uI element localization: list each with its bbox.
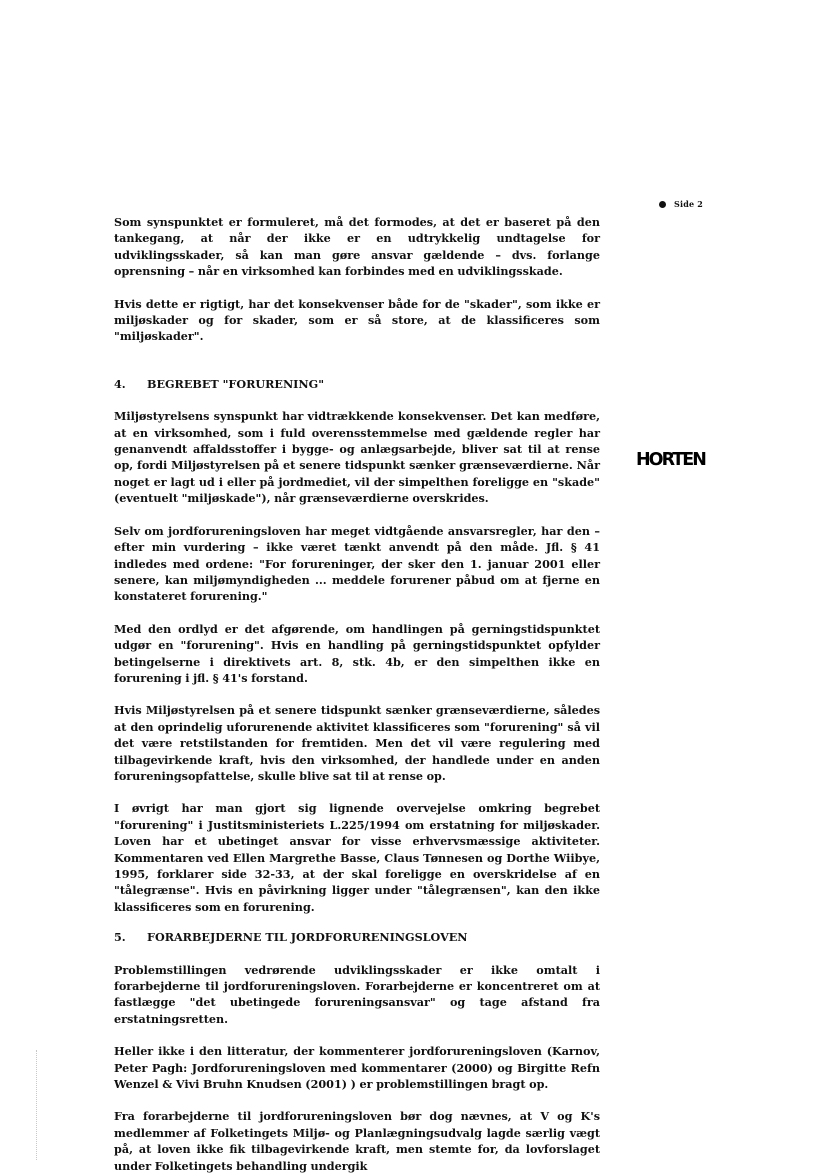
bullet-dot-icon (659, 201, 666, 208)
section-number: 4. (114, 376, 126, 391)
paragraph: Fra forarbejderne til jordforureningsloven bør dog nævnes, at V og K's medlemmer af Folketingets Miljø- og Planlægningsudvalg lagde særlig vægt på, at loven ikke fik tilbagevirkende kraft, men stemte for, da lovforslaget under Folketingets behandling undergik (114, 1109, 600, 1173)
section-heading-4 (114, 376, 600, 392)
paragraph: Hvis dette er rigtigt, har det konsekvenser både for de "skader", som ikke er miljøskader og for skader, som er så store, at de klassificeres som "miljøskader". (114, 296, 600, 344)
paragraph: Problemstillingen vedrørende udviklingsskader er ikke omtalt i forarbejderne til jordforureningsloven. Forarbejderne er koncentreret om at fastlægge "det ubetingede forureningsansvar" og tage afstand fra erstatningsretten. (114, 962, 600, 1026)
paragraph: Hvis Miljøstyrelsen på et senere tidspunkt sænker grænseværdierne, således at den oprindelig uforurenende aktivitet klassificeres som "forurening" så vil det være retstilstanden for fremtiden. Men det vil være regulering med tilbagevirkende kraft, hvis den virksomhed, der handlede under en anden forureningsopfattelse, skulle blive sat til at rense op. (114, 703, 600, 783)
section-heading-5 (114, 929, 600, 945)
paragraph: Miljøstyrelsens synspunkt har vidtrækkende konsekvenser. Det kan medføre, at en virksomhed, som i fuld overensstemmelse med gældende regler har genanvendt affaldsstoffer i bygge- og anlægsarbejde, bliver sat til at rense op, fordi Miljøstyrelsen på et senere tidspunkt sænker grænseværdierne. Når noget er lagt ud i eller på jordmediet, vil der simpelthen foreligge en "skade" (eventuelt "miljøskade"), når grænseværdierne overskrides. (114, 409, 600, 506)
paragraph: Heller ikke i den litteratur, der kommenterer jordforureningsloven (Karnov, Peter Pagh: Jordforureningsloven med kommentarer (2000) og Birgitte Refn Wenzel & Vivi Bruhn Knudsen (2001) ) er problemstillingen bragt op. (114, 1044, 600, 1092)
paragraph: Med den ordlyd er det afgørende, om handlingen på gerningstidspunktet udgør en "forurening". Hvis en handling på gerningstidspunktet opfylder betingelserne i direktivets art. 8, stk. 4b, er den simpelthen ikke en forurening i jfl. § 41's forstand. (114, 621, 600, 685)
scan-margin-dots (36, 1050, 38, 1160)
paragraph: Som synspunktet er formuleret, må det formodes, at det er baseret på den tankegang, at når der ikke er en udtrykkelig undtagelse for udviklingsskader, så kan man gøre ansvar gældende – dvs. forlange oprensning – når en virksomhed kan forbindes med en udviklingsskade. (114, 215, 600, 279)
section-title: BEGREBET "FORURENING" (147, 376, 325, 391)
page-label: Side 2 (674, 199, 704, 209)
section-number: 5. (114, 930, 126, 945)
paragraph: Selv om jordforureningsloven har meget vidtgående ansvarsregler, har den – efter min vurdering – ikke været tænkt anvendt på den måde. Jfl. § 41 indledes med ordene: "For forureninger, der sker den 1. januar 2001 eller senere, kan miljømyndigheden ... meddele forurener påbud om at fjerne en konstateret forurening." (114, 523, 600, 604)
section-title: FORARBEJDERNE TIL JORDFORURENINGSLOVEN (147, 930, 468, 945)
horten-logo: HORTEN (636, 449, 705, 470)
page-marker (659, 199, 703, 209)
paragraph: I øvrigt har man gjort sig lignende overvejelse omkring begrebet "forurening" i Justitsministeriets L.225/1994 om erstatning for miljøskader. Loven har et ubetinget ansvar for visse erhvervsmæssige aktiviteter. Kommentaren ved Ellen Margrethe Basse, Claus Tønnesen og Dorthe Wiibye, 1995, forklarer side 32-33, at der skal foreligge en overskridelse af en "tålegrænse". Hvis en påvirkning ligger under "tålegrænsen", kan den ikke klassificeres som en forurening. (114, 801, 600, 914)
document-body (114, 214, 600, 1174)
